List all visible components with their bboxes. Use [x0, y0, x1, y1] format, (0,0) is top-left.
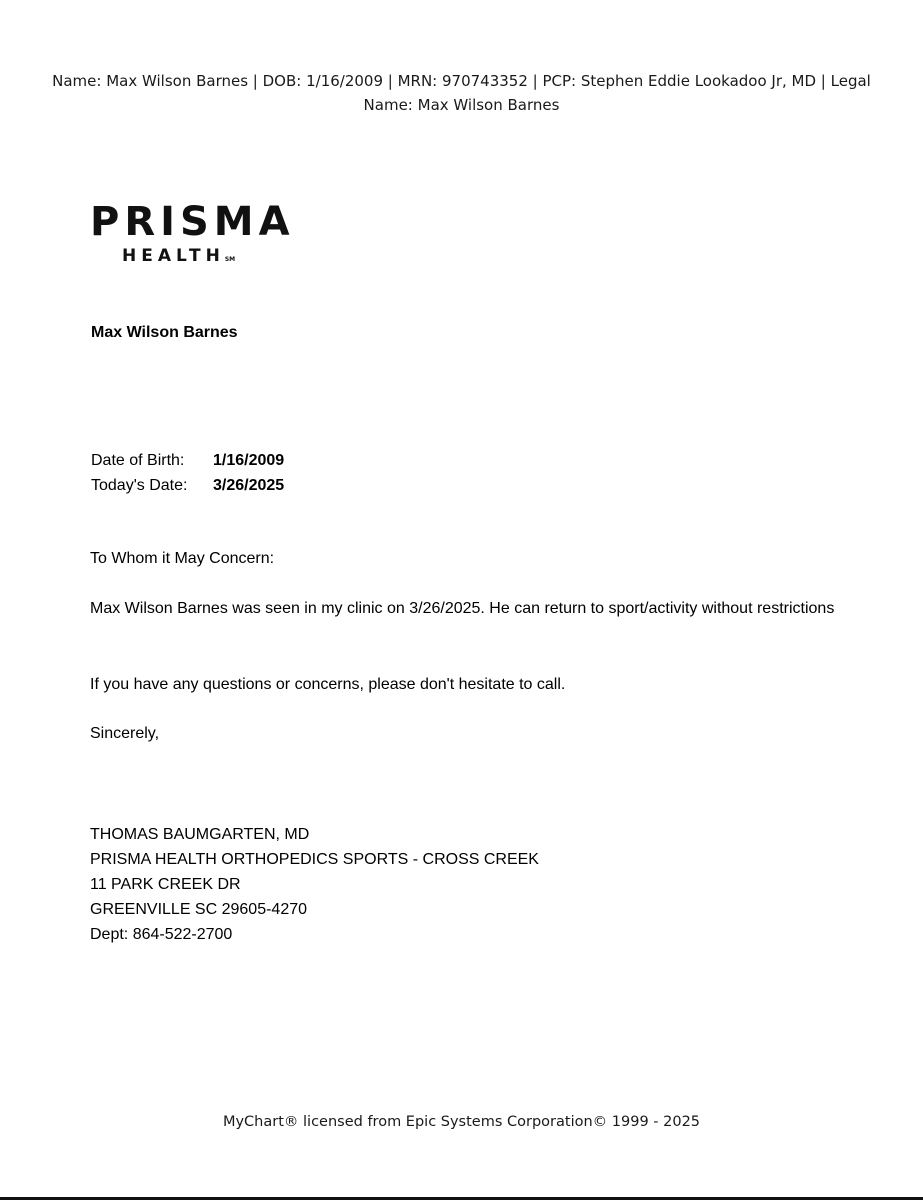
today-row: [91, 473, 284, 498]
today-label: Today's Date:: [91, 477, 188, 494]
signer-phone: Dept: 864-522-2700: [90, 926, 233, 943]
logo-wordmark: PRISMA: [90, 199, 295, 245]
signer-city: GREENVILLE SC 29605-4270: [90, 901, 308, 918]
closing: Sincerely,: [90, 725, 160, 742]
dob-label: Date of Birth:: [91, 452, 185, 469]
logo-subtitle: [122, 246, 235, 266]
letter-paragraph-1: Max Wilson Barnes was seen in my clinic on 3/26/2025. He can return to sport/activity without restrictions: [90, 600, 835, 617]
patient-info: [91, 448, 284, 498]
patient-header: Name: Max Wilson Barnes | DOB: 1/16/2009 | MRN: 970743352 | PCP: Stephen Eddie Lookadoo Jr, MD | Legal Name: Max Wilson Barnes: [52, 72, 871, 114]
signer-department: PRISMA HEALTH ORTHOPEDICS SPORTS - CROSS CREEK: [90, 851, 539, 868]
logo-service-mark: SM: [224, 256, 236, 263]
patient-name: Max Wilson Barnes: [91, 324, 238, 341]
signature-block: [90, 822, 539, 947]
letter-paragraph-2: If you have any questions or concerns, please don't hesitate to call.: [90, 676, 566, 693]
signer-street: 11 PARK CREEK DR: [90, 876, 241, 893]
dob-value: 1/16/2009: [213, 452, 285, 469]
prisma-health-logo: [90, 199, 295, 272]
logo-subtitle-text: HEALTH: [122, 246, 225, 266]
today-value: 3/26/2025: [213, 477, 285, 494]
signer-name: THOMAS BAUMGARTEN, MD: [90, 826, 310, 843]
mychart-footer: MyChart® licensed from Epic Systems Corporation© 1999 - 2025: [222, 1114, 701, 1130]
dob-row: [91, 448, 284, 473]
salutation: To Whom it May Concern:: [90, 550, 275, 567]
